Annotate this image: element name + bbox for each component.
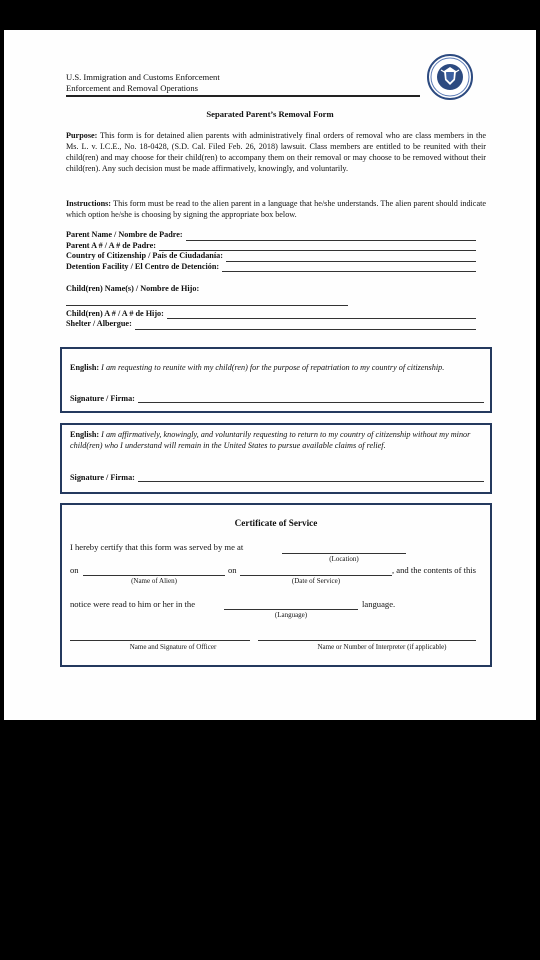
notice-text: notice were read to him or her in the — [70, 599, 196, 609]
purpose-paragraph — [66, 130, 486, 174]
option-reunite-label: English: — [70, 363, 100, 372]
instructions-label: Instructions: — [66, 199, 112, 208]
contents-text: , and the contents of this — [392, 565, 477, 575]
child-a-number-field[interactable] — [66, 309, 476, 320]
agency-name: U.S. Immigration and Customs Enforcement — [66, 72, 220, 82]
option-return-statement: I am affirmatively, knowingly, and voluntarily requesting to return to my country of citizenship without my minor child(ren) who I understand will remain in the United States to pursue available claims of relief. — [70, 430, 471, 450]
detention-facility-field[interactable] — [66, 262, 476, 273]
country-of-citizenship-label: Country of Citizenship / País de Ciudadanía: — [66, 251, 223, 260]
country-of-citizenship-field[interactable] — [66, 251, 476, 262]
parent-name-field[interactable] — [66, 230, 476, 241]
parent-a-number-label: Parent A # / A # de Padre: — [66, 240, 156, 250]
option-reunite-signature[interactable] — [70, 394, 484, 403]
purpose-text: This form is for detained alien parents with administratively final orders of removal who are class members in the Ms. L. v. I.C.E., No. 18-0428, (S.D. Cal. Filed Feb. 26, 2018) lawsuit. Class members are entitled to be reunited with their child(ren) and may choose for their child(ren) to accompany them on their removal or may choose to be removed without their child(ren). Any such decision must be made affirmatively, knowingly, and voluntarily. — [66, 131, 486, 173]
certificate-of-service-box — [60, 503, 492, 667]
certificate-title: Certificate of Service — [234, 518, 318, 528]
certify-text: I hereby certify that this form was served by me at — [70, 542, 244, 552]
instructions-paragraph — [66, 198, 486, 220]
form-title: Separated Parent’s Removal Form — [206, 109, 334, 119]
language-word: language. — [362, 599, 396, 609]
interpreter-line[interactable] — [258, 640, 476, 641]
option-reunite-box — [60, 347, 492, 413]
agency-header — [66, 72, 220, 94]
interpreter-caption: Name or Number of Interpreter (if applicable) — [317, 643, 447, 651]
option-return-without-child-box — [60, 423, 492, 494]
agency-division: Enforcement and Removal Operations — [66, 83, 198, 93]
header-rule — [66, 95, 420, 97]
language-line[interactable] — [224, 609, 358, 610]
option-reunite-signature-label: Signature / Firma: — [70, 394, 135, 403]
option-return-signature[interactable] — [70, 473, 484, 482]
date-of-service-line[interactable] — [240, 575, 392, 576]
name-of-alien-caption: (Name of Alien) — [131, 577, 177, 585]
on-text-2: on — [228, 565, 237, 575]
officer-signature-line[interactable] — [70, 640, 250, 641]
instructions-text: This form must be read to the alien parent in a language that he/she understands. The alien parent should indicate which option he/she is choosing by signing the appropriate box below. — [66, 199, 486, 219]
purpose-label: Purpose: — [66, 131, 98, 140]
language-caption: (Language) — [274, 611, 308, 619]
location-line[interactable] — [282, 553, 406, 554]
option-return-signature-label: Signature / Firma: — [70, 473, 135, 482]
child-names-field[interactable] — [66, 284, 476, 295]
shelter-label: Shelter / Albergue: — [66, 319, 132, 328]
officer-caption: Name and Signature of Officer — [129, 643, 217, 651]
option-reunite-text — [70, 363, 486, 374]
on-text-1: on — [70, 565, 79, 575]
child-fields — [66, 284, 476, 330]
date-of-service-caption: (Date of Service) — [291, 577, 341, 585]
background-area — [0, 720, 540, 960]
parent-a-number-field[interactable] — [66, 241, 476, 252]
location-caption: (Location) — [329, 555, 359, 563]
child-names-line[interactable] — [66, 295, 348, 306]
option-return-label: English: — [70, 430, 100, 439]
detention-facility-label: Detention Facility / El Centro de Detención: — [66, 261, 220, 271]
parent-name-label: Parent Name / Nombre de Padre: — [66, 230, 183, 239]
shelter-field[interactable] — [66, 319, 476, 330]
alien-name-line[interactable] — [83, 575, 225, 576]
option-return-text — [70, 430, 486, 451]
child-names-label: Child(ren) Name(s) / Nombre de Hijo: — [66, 284, 200, 293]
child-a-number-label: Child(ren) A # / A # de Hijo: — [66, 308, 164, 318]
dhs-seal-logo — [427, 54, 473, 100]
option-reunite-statement: I am requesting to reunite with my child(ren) for the purpose of repatriation to my country of citizenship. — [101, 363, 445, 372]
parent-fields — [66, 230, 476, 272]
form-page — [4, 30, 536, 720]
